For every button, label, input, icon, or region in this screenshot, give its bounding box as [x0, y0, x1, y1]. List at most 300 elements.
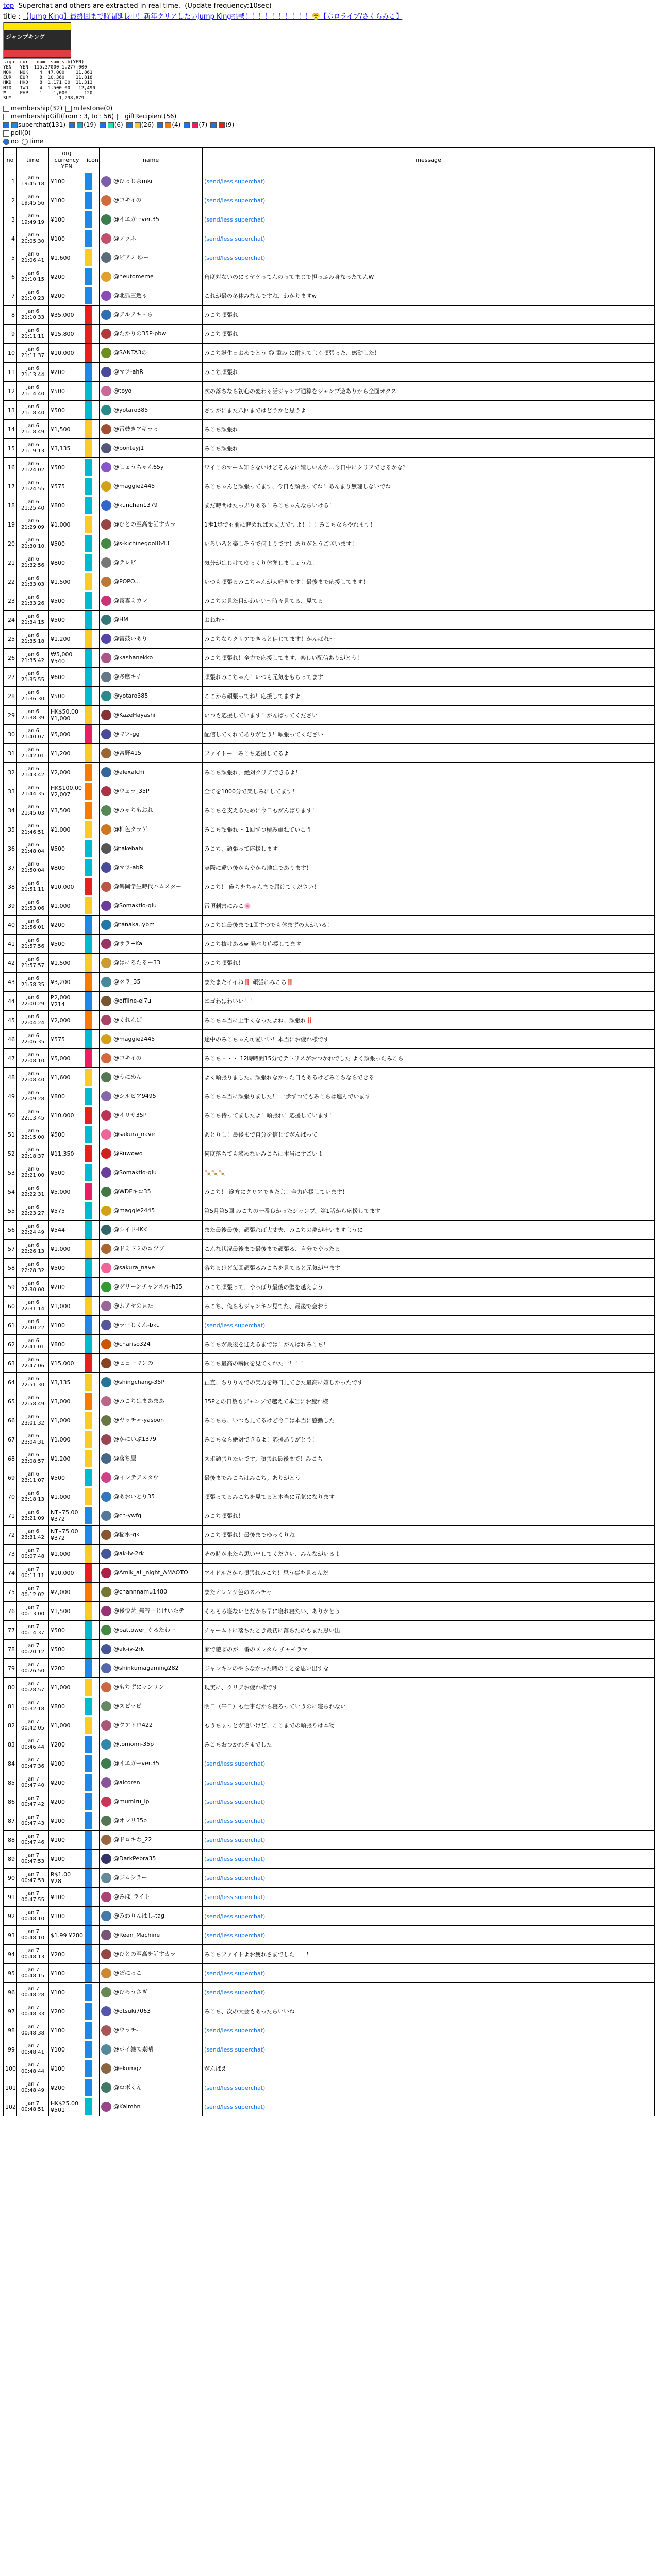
- user-name[interactable]: @スピッピ: [113, 1703, 142, 1709]
- user-name[interactable]: @ひろうさぎ: [113, 1989, 147, 1995]
- tier-color-bar: [85, 1259, 92, 1277]
- row-number: 18: [4, 496, 17, 515]
- avatar[interactable]: [101, 1148, 111, 1159]
- user-name[interactable]: @シイド-IKK: [113, 1226, 147, 1233]
- avatar[interactable]: [101, 1625, 111, 1635]
- user-name[interactable]: @ak-iv-2rk: [113, 1646, 144, 1652]
- user-name[interactable]: @落ち屋: [113, 1455, 136, 1462]
- avatar[interactable]: [101, 748, 111, 758]
- user-name[interactable]: @コキイの: [113, 1055, 142, 1061]
- user-name[interactable]: @マツ-gg: [113, 731, 140, 737]
- avatar[interactable]: [101, 1358, 111, 1368]
- row-message: チャーム下に落ちたとき最初に落ちたのもまた思い出: [203, 1621, 655, 1640]
- user-name[interactable]: @ぽにっこ: [113, 1970, 142, 1976]
- checkbox[interactable]: [157, 122, 163, 128]
- row-date: Jan 6: [26, 404, 39, 410]
- user-name[interactable]: @sakura_nave: [113, 1131, 155, 1138]
- row-number: 93: [4, 1926, 17, 1945]
- tier-color-swatch: [77, 122, 83, 128]
- row-date: Jan 6: [26, 747, 39, 753]
- avatar[interactable]: [101, 882, 111, 892]
- user-name[interactable]: @neutomeme: [113, 273, 154, 280]
- avatar[interactable]: [101, 615, 111, 625]
- avatar[interactable]: [101, 1472, 111, 1483]
- table-row: [4, 1240, 655, 1259]
- avatar[interactable]: [101, 843, 111, 854]
- avatar[interactable]: [101, 653, 111, 663]
- avatar[interactable]: [101, 996, 111, 1006]
- user-name[interactable]: @雷鼓きアギラっ: [113, 426, 159, 432]
- user-name[interactable]: @s-kichinegoo8643: [113, 540, 170, 547]
- filter-row3-2[interactable]: [100, 121, 123, 128]
- row-date: Jan 6: [26, 938, 39, 943]
- row-amount: ¥200: [49, 2002, 85, 2021]
- table-row: [4, 572, 655, 591]
- user-name[interactable]: @POPO...: [113, 578, 140, 585]
- tier-color-bar: [85, 668, 92, 686]
- avatar[interactable]: [101, 405, 111, 415]
- row-clock: 00:11:11: [21, 1573, 44, 1579]
- user-name[interactable]: @Ruwowo: [113, 1150, 143, 1157]
- user-name[interactable]: @maggie2445: [113, 1036, 155, 1042]
- user-name[interactable]: @tanaka..ybm: [113, 921, 155, 928]
- row-amount: ₱2,000 ¥214: [49, 992, 85, 1011]
- avatar[interactable]: [101, 1320, 111, 1330]
- row-time: [17, 1144, 49, 1163]
- user-name[interactable]: @channnamu1480: [113, 1588, 168, 1595]
- avatar[interactable]: [101, 1568, 111, 1578]
- avatar[interactable]: [101, 1206, 111, 1216]
- checkbox[interactable]: [69, 122, 75, 128]
- avatar[interactable]: [101, 1053, 111, 1063]
- checkbox[interactable]: [3, 122, 9, 128]
- user-name[interactable]: @aicoren: [113, 1779, 140, 1786]
- user-name[interactable]: @ひっじ茶mkr: [113, 178, 153, 184]
- user-name[interactable]: @雷鼓いあり: [113, 635, 147, 642]
- avatar[interactable]: [101, 462, 111, 472]
- user-name[interactable]: @シルビア9495: [113, 1093, 156, 1099]
- tier-color-bar: [85, 859, 92, 876]
- avatar[interactable]: [101, 1415, 111, 1426]
- user-name[interactable]: @yotaro385: [113, 406, 148, 413]
- avatar[interactable]: [101, 1758, 111, 1769]
- avatar[interactable]: [101, 1854, 111, 1864]
- table-row: [4, 744, 655, 763]
- avatar[interactable]: [101, 538, 111, 549]
- user-name[interactable]: @アルアキ・ら: [113, 311, 153, 318]
- user-name[interactable]: @mumiru_ip: [113, 1798, 150, 1805]
- avatar[interactable]: [101, 1492, 111, 1502]
- avatar[interactable]: [101, 1701, 111, 1711]
- user-name[interactable]: @maggie2445: [113, 483, 155, 489]
- user-name[interactable]: @みこちはまあまあ: [113, 1398, 164, 1404]
- row-tier-color: [85, 1545, 100, 1564]
- radio-button[interactable]: [22, 139, 28, 145]
- radio-button[interactable]: [3, 139, 9, 145]
- avatar[interactable]: [101, 1530, 111, 1540]
- column-header[interactable]: message: [203, 148, 655, 172]
- user-name[interactable]: @マツ-ahR: [113, 368, 143, 375]
- avatar[interactable]: [101, 1835, 111, 1845]
- user-name[interactable]: @柿色クラゲ: [113, 826, 147, 833]
- row-number: 1: [4, 172, 17, 191]
- user-name[interactable]: @ひとの至高を話すカラ: [113, 1951, 176, 1957]
- avatar[interactable]: [101, 519, 111, 530]
- avatar[interactable]: [101, 977, 111, 987]
- row-amount: ¥575: [49, 1201, 85, 1221]
- user-name[interactable]: @HM: [113, 616, 128, 623]
- avatar[interactable]: [101, 1949, 111, 1959]
- row-name: [100, 306, 203, 325]
- row-number: 63: [4, 1354, 17, 1373]
- avatar[interactable]: [101, 1682, 111, 1692]
- user-name[interactable]: @offline-el7u: [113, 997, 151, 1004]
- avatar[interactable]: [101, 443, 111, 453]
- avatar[interactable]: [101, 1968, 111, 1978]
- title-line: [3, 11, 659, 21]
- user-name[interactable]: @SANTA3の: [113, 349, 147, 356]
- user-name[interactable]: @ヒューマンの: [113, 1360, 153, 1366]
- row-tier-color: [85, 229, 100, 248]
- row-name: [100, 248, 203, 267]
- user-name[interactable]: @ジムシラー: [113, 1874, 147, 1881]
- avatar[interactable]: [101, 2102, 111, 2112]
- user-name[interactable]: @ドミドミのコツブ: [113, 1245, 164, 1252]
- avatar[interactable]: [101, 1453, 111, 1464]
- user-name[interactable]: @kunchan1379: [113, 502, 158, 509]
- avatar[interactable]: [101, 1187, 111, 1197]
- avatar[interactable]: [101, 348, 111, 358]
- user-name[interactable]: @kashanekko: [113, 654, 153, 661]
- sort-option-sort-1[interactable]: [22, 138, 43, 145]
- column-header[interactable]: no: [4, 148, 17, 172]
- user-name[interactable]: @みほ_ライト: [113, 1893, 151, 1900]
- user-name[interactable]: @WDFキコ35: [113, 1188, 151, 1195]
- user-name[interactable]: @ウェラ_35P: [113, 788, 150, 794]
- checkbox[interactable]: [126, 122, 133, 128]
- user-name[interactable]: @宮野415: [113, 750, 141, 756]
- user-name[interactable]: @ch-ywfg: [113, 1512, 142, 1519]
- avatar[interactable]: [101, 1777, 111, 1788]
- user-name[interactable]: @グリーンチャンネル-h35: [113, 1283, 183, 1290]
- user-name[interactable]: @ボイ雑て素晴: [113, 2046, 153, 2053]
- user-name[interactable]: @KazeHayashi: [113, 711, 156, 718]
- avatar[interactable]: [101, 1987, 111, 1997]
- user-name[interactable]: @霧霧ミカン: [113, 597, 147, 604]
- avatar[interactable]: [101, 233, 111, 244]
- row-clock: 21:43:42: [21, 772, 44, 778]
- user-name[interactable]: @イエガーver.35: [113, 1760, 159, 1767]
- filter-row3-6[interactable]: [210, 121, 234, 128]
- user-name[interactable]: @tomomi-35p: [113, 1741, 154, 1748]
- row-amount: ¥500: [49, 1621, 85, 1640]
- avatar[interactable]: [101, 1644, 111, 1654]
- user-name[interactable]: @Kalmhn: [113, 2103, 141, 2110]
- avatar[interactable]: [101, 291, 111, 301]
- row-name: [100, 1526, 203, 1545]
- avatar[interactable]: [101, 1263, 111, 1273]
- top-link[interactable]: top: [3, 2, 14, 10]
- avatar[interactable]: [101, 786, 111, 796]
- avatar[interactable]: [101, 367, 111, 377]
- row-number: 58: [4, 1259, 17, 1278]
- user-name[interactable]: @タラ_35: [113, 978, 141, 985]
- avatar[interactable]: [101, 2063, 111, 2074]
- avatar[interactable]: [101, 729, 111, 739]
- avatar[interactable]: [101, 310, 111, 320]
- avatar[interactable]: [101, 2044, 111, 2055]
- user-name[interactable]: @DarkPebra35: [113, 1855, 156, 1862]
- row-time: [17, 763, 49, 782]
- avatar[interactable]: [101, 1606, 111, 1616]
- avatar[interactable]: [101, 710, 111, 720]
- user-name[interactable]: @後悦藍_無智ーじけいたテ: [113, 1607, 185, 1614]
- avatar[interactable]: [101, 1244, 111, 1254]
- user-name[interactable]: @toyo: [113, 387, 132, 394]
- row-message: みこち本当に上手くなったよね、頑張れ‼️: [203, 1011, 655, 1030]
- row-date: Jan 7: [26, 1853, 39, 1858]
- user-name[interactable]: @あおいとり35: [113, 1493, 155, 1500]
- filter-row3-4[interactable]: [157, 121, 180, 128]
- row-clock: 22:51:30: [21, 1382, 44, 1388]
- user-name[interactable]: @マツ-abR: [113, 864, 144, 871]
- user-name[interactable]: @たかりの35P-pbw: [113, 330, 167, 337]
- filter-row4-0[interactable]: [3, 129, 31, 137]
- column-header[interactable]: icon: [85, 148, 100, 172]
- row-clock: 00:48:13: [21, 1954, 44, 1960]
- avatar[interactable]: [101, 901, 111, 911]
- user-name[interactable]: @みわりんぱし-tag: [113, 1912, 165, 1919]
- row-clock: 21:58:35: [21, 982, 44, 988]
- table-row: [4, 1831, 655, 1850]
- user-name[interactable]: @もちずにャンリン: [113, 1684, 164, 1690]
- row-name: [100, 935, 203, 954]
- user-name[interactable]: @ドロキわ_22: [113, 1836, 152, 1843]
- user-name[interactable]: @コキイの: [113, 197, 142, 204]
- avatar[interactable]: [101, 1129, 111, 1140]
- user-name[interactable]: @稲水-gk: [113, 1531, 140, 1538]
- user-name[interactable]: @takebahi: [113, 845, 144, 852]
- avatar[interactable]: [101, 557, 111, 568]
- avatar[interactable]: [101, 862, 111, 873]
- tier-color-bar: [85, 935, 92, 953]
- avatar[interactable]: [101, 1072, 111, 1082]
- row-tier-color: [85, 1621, 100, 1640]
- filter-row3-5[interactable]: [184, 121, 207, 128]
- avatar[interactable]: [101, 1511, 111, 1521]
- avatar[interactable]: [101, 2006, 111, 2016]
- user-name[interactable]: @ひとの至高を話すカラ: [113, 521, 176, 528]
- avatar[interactable]: [101, 195, 111, 206]
- user-name[interactable]: @ムアヤの見た: [113, 1302, 153, 1309]
- avatar[interactable]: [101, 481, 111, 492]
- avatar[interactable]: [101, 577, 111, 587]
- row-tier-color: [85, 553, 100, 572]
- column-header[interactable]: time: [17, 148, 49, 172]
- user-name[interactable]: @Somaktio-qlu: [113, 902, 157, 909]
- user-name[interactable]: @shingchang-35P: [113, 1379, 165, 1385]
- user-name[interactable]: @sakura_nave: [113, 1264, 155, 1271]
- avatar[interactable]: [101, 252, 111, 263]
- user-name[interactable]: @しょうちゃん65y: [113, 464, 164, 470]
- user-name[interactable]: @イエガーver.35: [113, 216, 159, 223]
- row-message: みこち・・・ 12時時間15分でテトリスがおつかれでした よく頑張ったみこち: [203, 1049, 655, 1068]
- user-name[interactable]: @北狐三週ゃ: [113, 292, 147, 299]
- user-name[interactable]: @pattower_ぐるたわー: [113, 1626, 176, 1633]
- tier-color-bar: [85, 2022, 92, 2039]
- row-clock: 21:38:39: [21, 715, 44, 721]
- avatar[interactable]: [101, 2025, 111, 2036]
- user-name[interactable]: @ekumgz: [113, 2065, 142, 2072]
- checkbox[interactable]: [3, 130, 9, 137]
- avatar[interactable]: [101, 1339, 111, 1349]
- avatar[interactable]: [101, 1816, 111, 1826]
- row-name: [100, 1240, 203, 1259]
- checkbox[interactable]: [117, 114, 123, 120]
- row-time: [17, 1792, 49, 1811]
- user-name[interactable]: @はにろたるー33: [113, 959, 160, 966]
- avatar[interactable]: [101, 214, 111, 225]
- avatar[interactable]: [101, 1091, 111, 1101]
- avatar[interactable]: [101, 958, 111, 968]
- row-time: [17, 1926, 49, 1945]
- avatar[interactable]: [101, 329, 111, 339]
- avatar[interactable]: [101, 1587, 111, 1597]
- avatar[interactable]: [101, 1110, 111, 1121]
- checkbox[interactable]: [100, 122, 106, 128]
- avatar[interactable]: [101, 634, 111, 644]
- avatar[interactable]: [101, 1301, 111, 1311]
- user-name[interactable]: @alexalchi: [113, 769, 144, 775]
- avatar[interactable]: [101, 1434, 111, 1445]
- user-name[interactable]: @かにいぶ1379: [113, 1436, 156, 1443]
- avatar[interactable]: [101, 1225, 111, 1235]
- avatar[interactable]: [101, 1167, 111, 1178]
- row-amount: ¥15,000: [49, 1354, 85, 1373]
- row-tier-color: [85, 1506, 100, 1526]
- stream-thumbnail[interactable]: [3, 22, 71, 59]
- checkbox[interactable]: [3, 106, 9, 112]
- avatar[interactable]: [101, 1720, 111, 1731]
- row-time: [17, 1659, 49, 1678]
- row-number: 75: [4, 1583, 17, 1602]
- avatar[interactable]: [101, 824, 111, 835]
- user-name[interactable]: @shinkumagaming282: [113, 1665, 179, 1671]
- user-name[interactable]: @くれんぱ: [113, 1016, 142, 1023]
- user-name[interactable]: @Amik_all_night_AMAOTO: [113, 1569, 188, 1576]
- checkbox[interactable]: [65, 106, 72, 112]
- avatar[interactable]: [101, 1930, 111, 1940]
- avatar[interactable]: [101, 176, 111, 187]
- user-name[interactable]: @サラ+Ka: [113, 940, 142, 947]
- avatar[interactable]: [101, 2082, 111, 2093]
- user-name[interactable]: @多摩キチ: [113, 673, 142, 680]
- checkbox[interactable]: [210, 122, 217, 128]
- avatar[interactable]: [101, 1739, 111, 1750]
- avatar[interactable]: [101, 1015, 111, 1025]
- user-name[interactable]: @イリサ35P: [113, 1112, 147, 1118]
- filter-row3-0[interactable]: [3, 121, 65, 128]
- avatar[interactable]: [101, 424, 111, 434]
- row-tier-color: [85, 896, 100, 916]
- stream-title-link[interactable]: 【Jump King】最終回まで時間延長中！新年クリアしたいJump King挑戦！！！！！！！！！！😤【ホロライブ/さくらみこ】: [23, 13, 403, 21]
- avatar[interactable]: [101, 767, 111, 777]
- filter-row3-1[interactable]: [69, 121, 96, 128]
- user-name[interactable]: @chariso324: [113, 1341, 151, 1347]
- column-header[interactable]: org currency YEN: [49, 148, 85, 172]
- column-header[interactable]: name: [100, 148, 203, 172]
- filter-row3-3[interactable]: [126, 121, 154, 128]
- avatar[interactable]: [101, 1797, 111, 1807]
- user-name[interactable]: @ak-iv-2rk: [113, 1550, 144, 1557]
- avatar[interactable]: [101, 1377, 111, 1387]
- user-name[interactable]: @Somaktio-qlu: [113, 1169, 157, 1176]
- avatar[interactable]: [101, 691, 111, 701]
- row-time: [17, 1964, 49, 1983]
- user-name[interactable]: @鶴岡学生時代ハムスター: [113, 883, 181, 890]
- avatar[interactable]: [101, 939, 111, 949]
- filter-row1-1[interactable]: [65, 105, 112, 112]
- user-name[interactable]: @yotaro385: [113, 692, 148, 699]
- row-amount: ¥1,000: [49, 896, 85, 916]
- avatar[interactable]: [101, 672, 111, 682]
- avatar[interactable]: [101, 386, 111, 396]
- avatar[interactable]: [101, 1892, 111, 1902]
- filter-row1-0[interactable]: [3, 105, 62, 112]
- user-name[interactable]: @オンリ35p: [113, 1817, 147, 1824]
- table-row: [4, 191, 655, 210]
- avatar[interactable]: [101, 1396, 111, 1406]
- user-name[interactable]: @ピアノ ゆー: [113, 254, 149, 261]
- user-name[interactable]: @インテアスタウ: [113, 1474, 159, 1481]
- filter-panel: [3, 104, 659, 145]
- avatar[interactable]: [101, 1282, 111, 1292]
- checkbox[interactable]: [184, 122, 190, 128]
- avatar[interactable]: [101, 272, 111, 282]
- checkbox[interactable]: [3, 114, 9, 120]
- user-name[interactable]: @みゃちもおれ: [113, 807, 153, 814]
- filter-row2-0[interactable]: [3, 113, 114, 120]
- user-name[interactable]: @うにめん: [113, 1074, 142, 1080]
- user-name[interactable]: @クアトロ422: [113, 1722, 153, 1728]
- user-name[interactable]: @ヤッチャ-yasoon: [113, 1417, 164, 1423]
- avatar[interactable]: [101, 1034, 111, 1044]
- avatar[interactable]: [101, 1663, 111, 1673]
- avatar[interactable]: [101, 1873, 111, 1883]
- user-name[interactable]: @Rean_Machine: [113, 1931, 160, 1938]
- avatar[interactable]: [101, 805, 111, 816]
- row-amount: ¥200: [49, 1945, 85, 1964]
- user-name[interactable]: @ノラふ: [113, 235, 136, 242]
- user-name[interactable]: @maggie2445: [113, 1207, 155, 1214]
- user-name[interactable]: @ロボくん: [113, 2084, 142, 2091]
- user-name[interactable]: @otsuki7063: [113, 2008, 151, 2014]
- filter-row2-1[interactable]: [117, 113, 176, 120]
- avatar[interactable]: [101, 1549, 111, 1559]
- row-clock: 21:57:56: [21, 944, 44, 950]
- row-amount: ¥100: [49, 210, 85, 229]
- user-name[interactable]: @ウラチ-: [113, 2027, 138, 2033]
- avatar[interactable]: [101, 500, 111, 511]
- user-name[interactable]: @ラーじくん-bku: [113, 1321, 160, 1328]
- user-name[interactable]: @ponteyj1: [113, 445, 144, 451]
- user-name[interactable]: @テレビ: [113, 559, 136, 566]
- avatar[interactable]: [101, 920, 111, 930]
- avatar[interactable]: [101, 1911, 111, 1921]
- sort-option-sort-0[interactable]: [3, 138, 19, 145]
- row-date: Jan 7: [26, 2081, 39, 2087]
- avatar[interactable]: [101, 596, 111, 606]
